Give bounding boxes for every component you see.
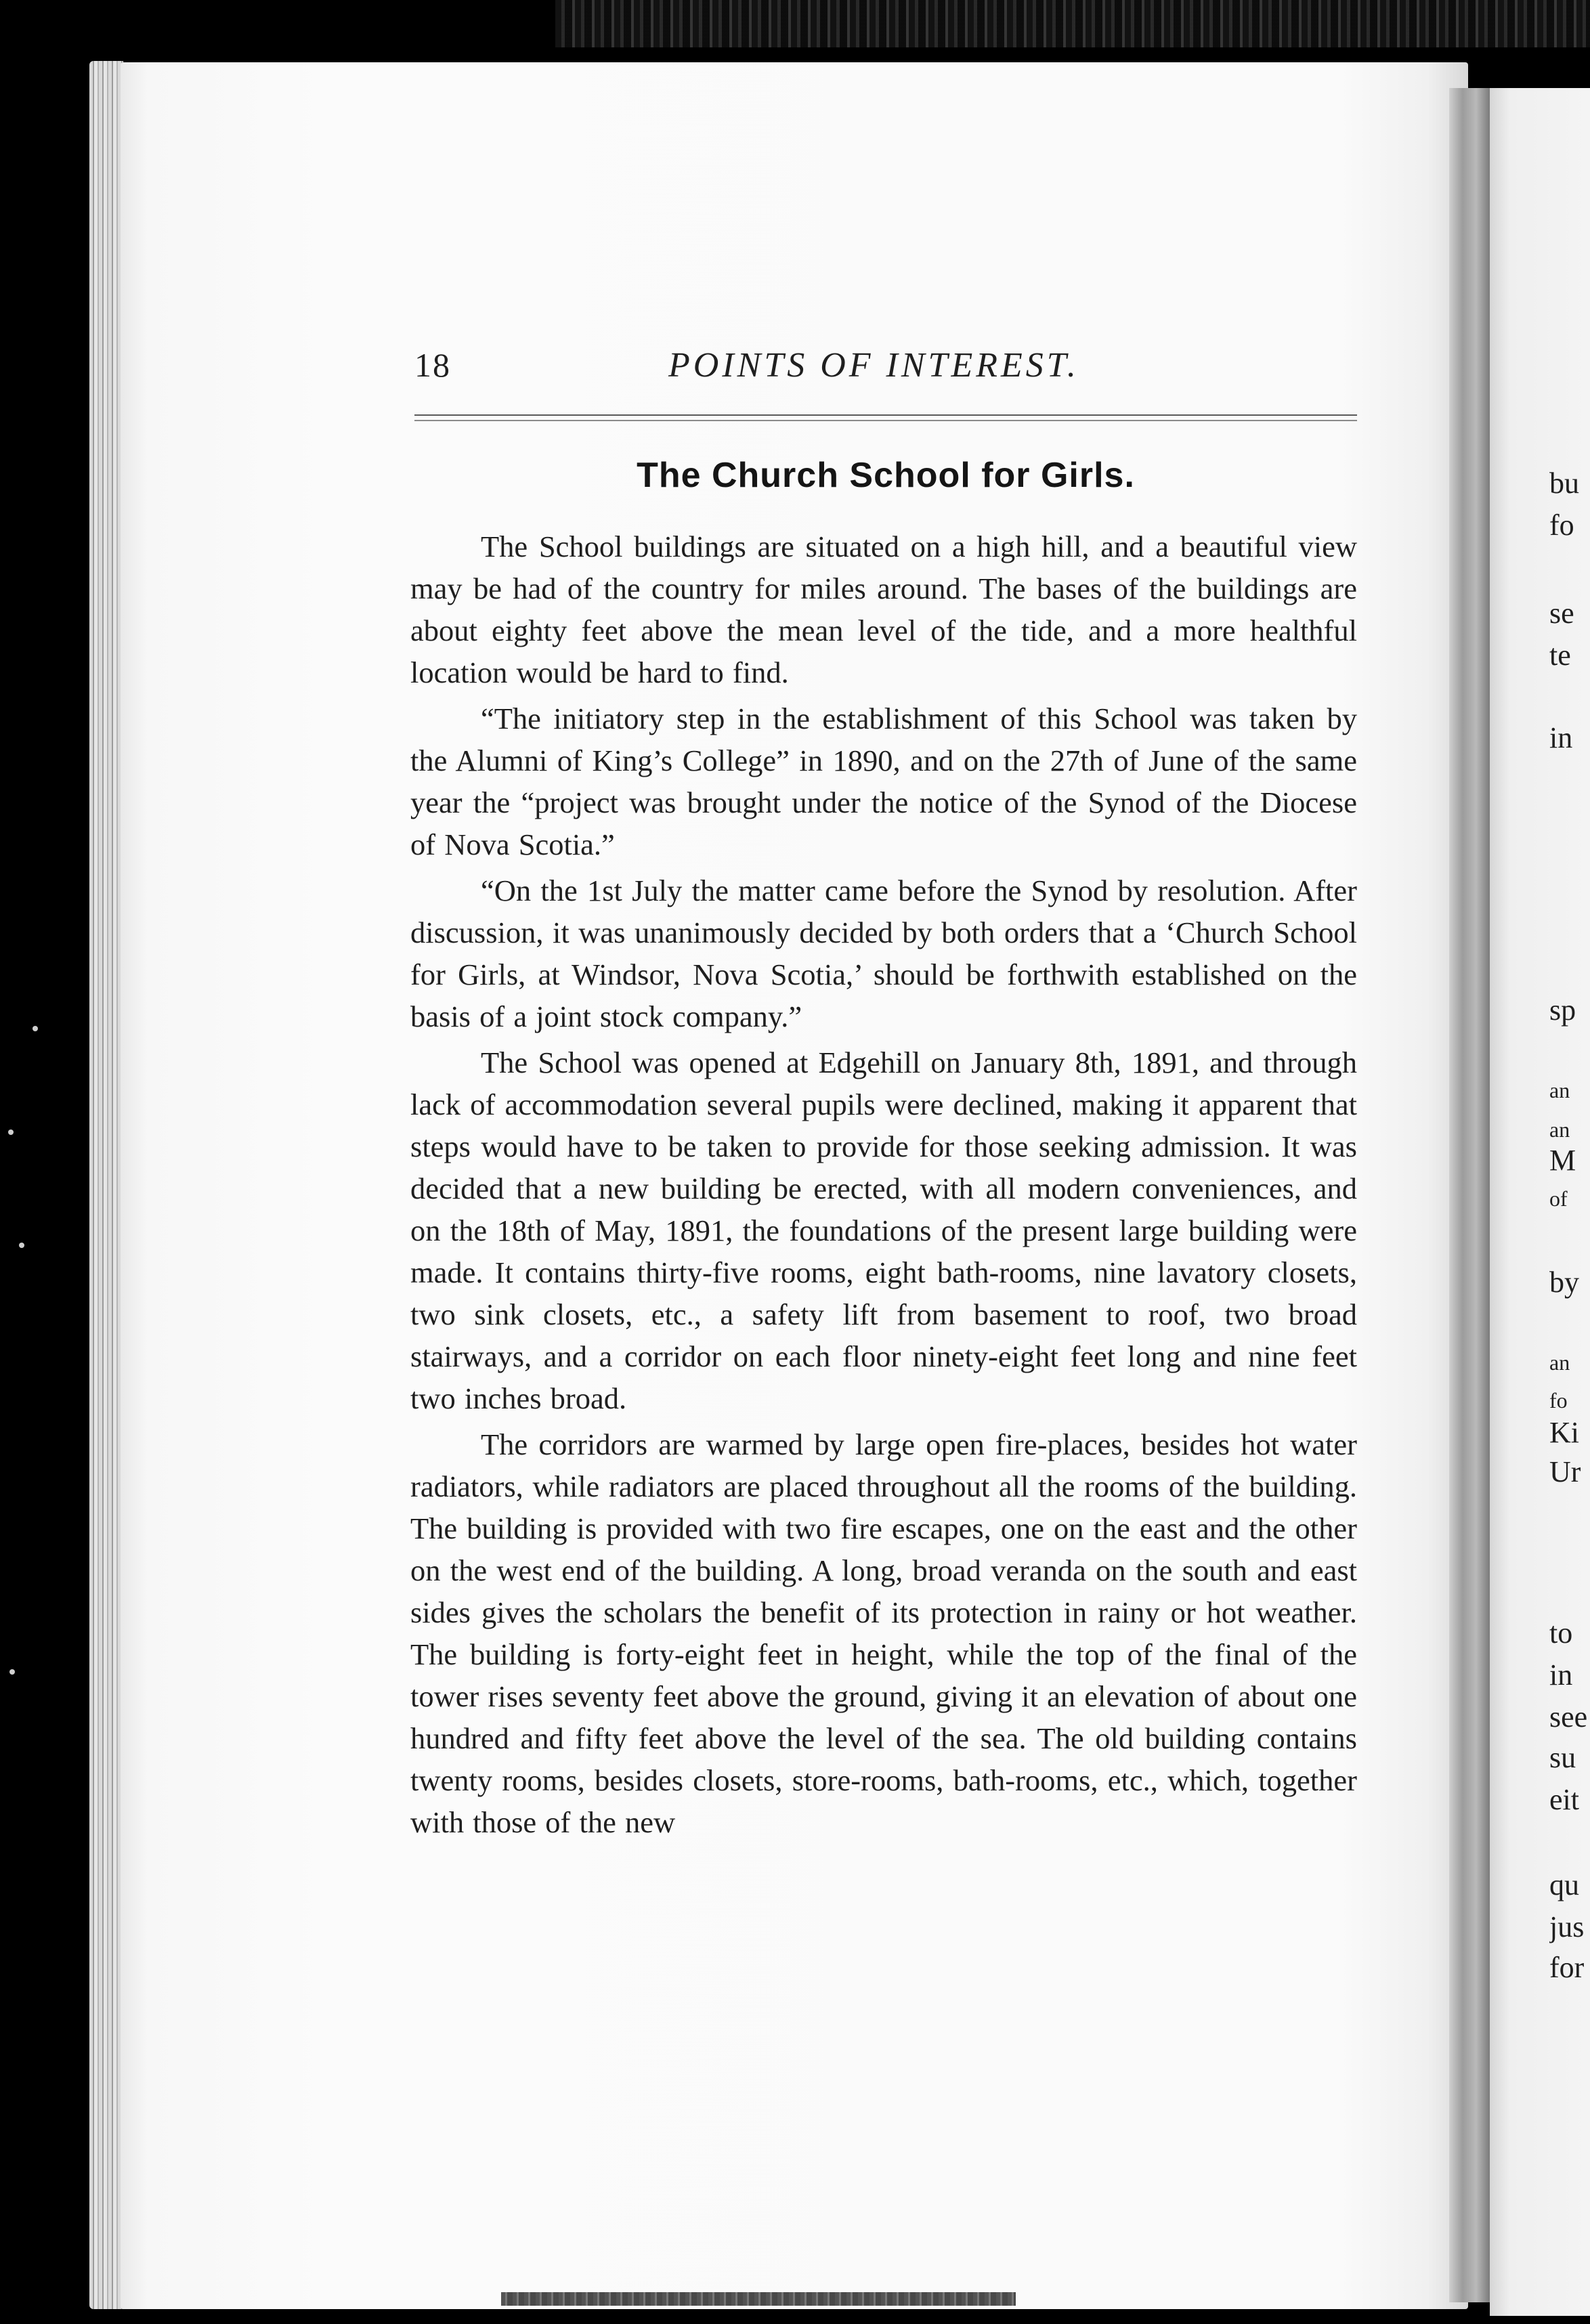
facing-page-fragment: for [1549,1951,1585,1984]
scan-edge-noise-bottom [501,2292,1016,2306]
article-title: The Church School for Girls. [637,456,1135,495]
facing-page-fragment: an [1549,1078,1570,1102]
facing-page-fragment: by [1549,1266,1579,1299]
facing-page-fragment: to [1549,1616,1573,1650]
page-number: 18 [414,346,451,384]
facing-page-fragment: an [1549,1117,1570,1142]
facing-page-fragment: jus [1549,1910,1585,1943]
facing-page-fragment: eit [1549,1783,1579,1816]
facing-page-fragment: su [1549,1741,1576,1774]
facing-page-fragment: qu [1549,1868,1579,1901]
scan-speck [19,1243,24,1248]
running-head [414,345,1362,400]
scan-speck [8,1129,14,1135]
facing-page-fragment: fo [1549,1388,1568,1413]
paragraph: “The initiatory step in the establishment of this School was taken by the Alumni of King’s College” in 1890, and on the 27th of June of the same year the “project was brought under the notice of the Synod of the Diocese of Nova Scotia.” [410,702,1357,861]
running-title: POINTS OF INTEREST. [668,346,1079,385]
scan-speck [9,1669,15,1675]
facing-page-fragment: in [1549,721,1573,754]
facing-page-fragment: sp [1549,993,1576,1027]
facing-page-fragment: se [1549,597,1574,630]
paragraph: “On the 1st July the matter came before the Synod by resolution. After discussion, it was unanimously decided by both orders that a ‘Church School for Girls, at Windsor, Nova Scotia,’ should be forthwith established on the basis of a joint stock company.” [410,874,1357,1033]
facing-page-fragment: of [1549,1186,1568,1211]
facing-page-text [1549,0,1590,2324]
facing-page-fragment: M [1549,1144,1576,1177]
facing-page-fragment: fo [1549,509,1574,542]
facing-page-fragment: Ki [1549,1416,1579,1449]
facing-page-fragment: see [1549,1700,1588,1734]
facing-page-fragment: an [1549,1350,1570,1375]
facing-page-fragment: bu [1549,467,1579,500]
facing-page-fragment: te [1549,639,1571,672]
scan-edge-noise-top [555,0,1590,47]
article-body [410,525,1357,1847]
book-gutter [1449,88,1490,2302]
paragraph: The School was opened at Edgehill on January 8th, 1891, and through lack of accommodation several pupils were declined, making it apparent that steps would have to be taken to provide for those seeking admission. It was decided that a new building be erected, with all modern conveniences, and on the 18th of May, 1891, the foundations of the present large building were made. It contains thirty-five rooms, eight bath-rooms, nine lavatory closets, two sink closets, etc., a safety lift from basement to roof, two broad stairways, and a corridor on each floor ninety-eight feet long and nine feet two inches broad. [410,1046,1357,1415]
paragraph: The School buildings are situated on a high hill, and a beautiful view may be had of the country for miles around. The bases of the buildings are about eighty feet above the mean level of the tide, and a more healthful location would be hard to find. [410,530,1357,689]
page-edge-stack [89,61,123,2309]
facing-page-fragment: in [1549,1658,1573,1692]
scan-speck [33,1026,38,1031]
header-rule [414,414,1357,421]
facing-page-fragment: Ur [1549,1455,1581,1488]
paragraph: The corridors are warmed by large open fire-places, besides hot water radiators, while radiators are placed throughout all the rooms of the building. The building is provided with two fire escapes, one on the east and the other on the west end of the building. A long, broad veranda on the south and east sides gives the scholars the benefit of its protection in rainy or hot weather. The building is forty-eight feet in height, while the top of the final of the tower rises seventy feet above the ground, giving it an elevation of about one hundred and fifty feet above the level of the sea. The old building contains twenty rooms, besides closets, store-rooms, bath-rooms, etc., which, together with those of the new [410,1427,1357,1839]
